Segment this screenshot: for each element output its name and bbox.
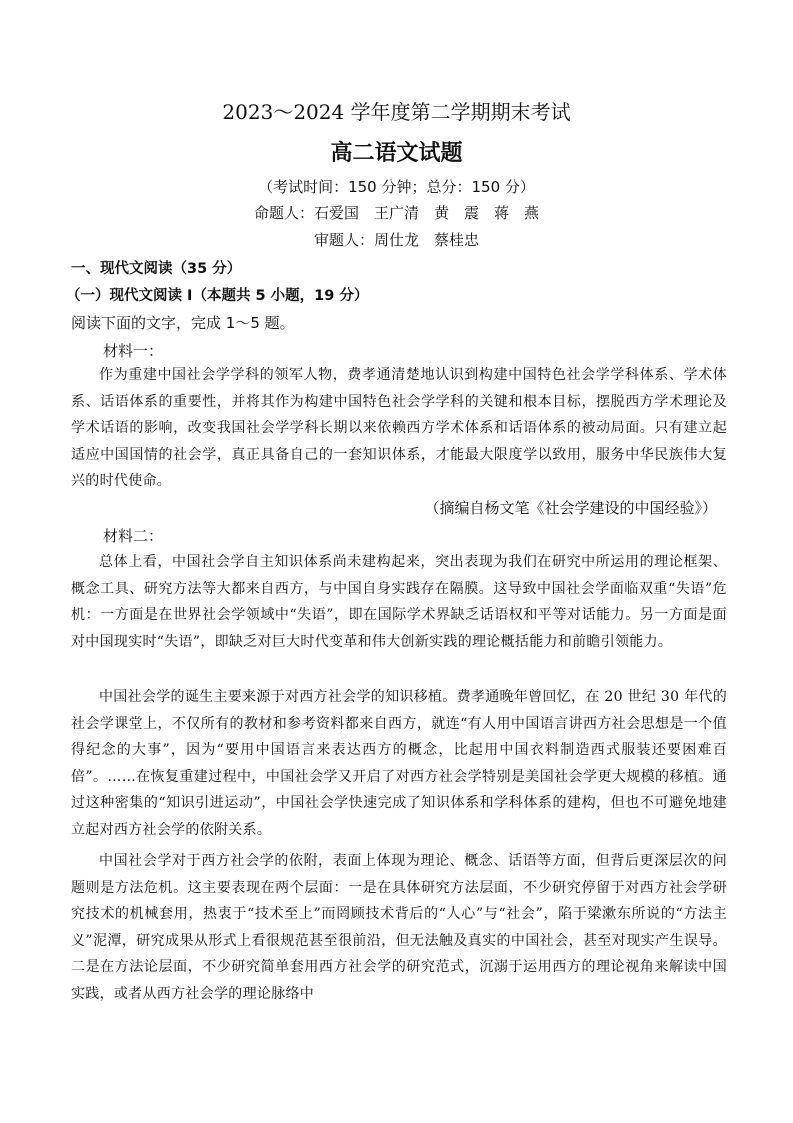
reading-instruction: 阅读下面的文字，完成 1～5 题。 [71, 314, 295, 332]
material-one-paragraph: 作为重建中国社会学学科的领军人物，费孝通清楚地认识到构建中国特色社会学学科体系、学术体系、话语体系的重要性，并将其作为构建中国特色社会学学科的关键和根本目标，摆脱西方学术理论及学术话语的影响，改变我国社会学学科长期以来依赖西方学术体系和话语体系的被动局面。只有建立起适应中国国情的社会学，真正具备自己的一套知识体系，才能最大限度学以致用，服务中华民族伟大复兴的时代使命。 [71, 367, 727, 489]
exam-time-info: （考试时间：150 分钟；总分：150 分） [258, 178, 535, 196]
part-heading: （一）现代文阅读 I（本题共 5 小题，19 分） [66, 288, 369, 304]
material-two-paragraph-2: 中国社会学的诞生主要来源于对西方社会学的知识移植。费孝通晚年曾回忆，在 20 世纪 30 年代的社会学课堂上，不仅所有的教材和参考资料都来自西方，就连“有人用中国语言讲西方社会思想是一个值得纪念的大事”，因为“要用中国语言来表达西方的概念，比起用中国衣料制造西式服装还要困难百倍”。……在恢复重建过程中，中国社会学又开启了对西方社会学特别是美国社会学更大规模的移植。通过这种密集的“知识引进运动”，中国社会学快速完成了知识体系和学科体系的建构，但也不可避免地建立起对西方社会学的依附关系。 [71, 689, 727, 838]
question-setters: 命题人：石爱国 王广清 黄 震 蒋 燕 [253, 204, 539, 222]
material-one-label: 材料一： [103, 342, 164, 360]
material-two-label: 材料二： [103, 527, 164, 545]
question-reviewers: 审题人：周仕龙 蔡桂忠 [313, 231, 479, 249]
exam-title: 2023～2024 学年度第二学期期末考试 [222, 100, 571, 124]
material-two-paragraph-3: 中国社会学对于西方社会学的依附，表面上体现为理论、概念、话语等方面，但背后更深层次的问题则是方法危机。这主要表现在两个层面：一是在具体研究方法层面，不少研究停留于对西方社会学研究技术的机械套用，热衷于“技术至上”而罔顾技术背后的“人心”与“社会”，陷于梁漱东所说的“方法主义”泥潭，研究成果从形式上看很规范甚至很前沿，但无法触及真实的中国社会，甚至对现实产生误导。二是在方法论层面，不少研究简单套用西方社会学的研究范式，沉溺于运用西方的理论视角来解读中国实践，或者从西方社会学的理论脉络中 [71, 853, 727, 1002]
exam-subtitle: 高二语文试题 [330, 141, 463, 166]
section-heading: 一、现代文阅读（35 分） [71, 261, 242, 277]
material-one-source: （摘编自杨文笔《社会学建设的中国经验》） [424, 499, 717, 517]
material-two-paragraph-1: 总体上看，中国社会学自主知识体系尚未建构起来，突出表现为我们在研究中所运用的理论框架、概念工具、研究方法等大都来自西方，与中国自身实践存在隔膜。这导致中国社会学面临双重“失语”危机：一方面是在世界社会学领域中“失语”，即在国际学术界缺乏话语权和平等对话能力。另一方面是面对中国现实时“失语”，即缺乏对巨大时代变革和伟大创新实践的理论概括能力和前瞻引领能力。 [71, 554, 727, 650]
